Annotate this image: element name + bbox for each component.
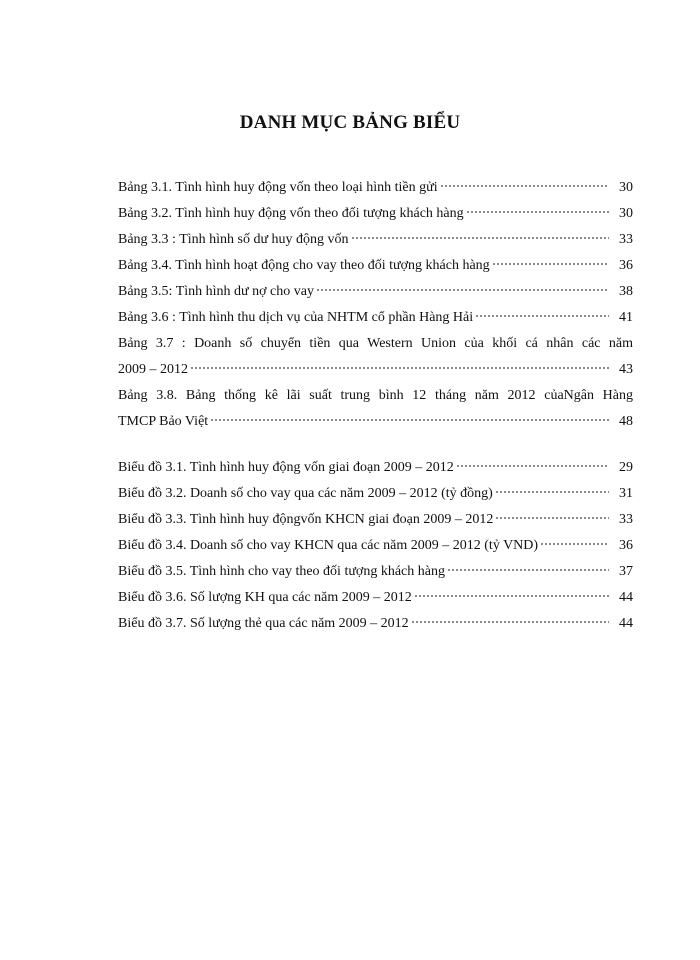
leader-dots: [351, 226, 609, 240]
leader-dots: [492, 252, 609, 266]
entry-text: Bảng 3.3 : Tình hình số dư huy động vốn: [118, 232, 349, 247]
entry-text: Bảng 3.1. Tình hình huy động vốn theo loại hình tiền gửi: [118, 180, 438, 195]
chart-entry-3-7: [118, 611, 633, 637]
page-title: DANH MỤC BẢNG BIỂU: [239, 112, 461, 133]
leader-dots: [495, 480, 609, 494]
page-number: 31: [619, 486, 633, 501]
chart-entry-3-3: [118, 507, 633, 533]
leader-dots: [495, 506, 609, 520]
leader-dots: [316, 278, 609, 292]
leader-dots: [411, 610, 609, 624]
table-entry-3-3: [118, 227, 633, 253]
entry-text: Biểu đồ 3.2. Doanh số cho vay qua các năm 2009 – 2012 (tỷ đồng): [118, 486, 493, 501]
page-number: 44: [619, 590, 633, 605]
leader-dots: [210, 408, 609, 422]
entry-text-line1: Bảng 3.7 : Doanh số chuyển tiền qua Western Union của khối cá nhân các năm: [118, 336, 633, 351]
page-number: 41: [619, 310, 633, 325]
entry-text: Biểu đồ 3.4. Doanh số cho vay KHCN qua các năm 2009 – 2012 (tỷ VND): [118, 538, 539, 553]
table-entry-3-5: [118, 279, 633, 305]
leader-dots: [475, 304, 609, 318]
page-number: 30: [619, 180, 633, 195]
page-number: 43: [619, 362, 633, 377]
entry-text: 2009 – 2012: [118, 362, 188, 377]
page-number: 48: [619, 414, 633, 429]
page-number: 29: [619, 460, 633, 475]
entry-text: Biểu đồ 3.7. Số lượng thẻ qua các năm 2009 – 2012: [118, 616, 409, 631]
entry-text: TMCP Bảo Việt: [118, 414, 209, 429]
leader-dots: [447, 558, 609, 572]
table-list: [118, 175, 633, 435]
page-number: 30: [619, 206, 633, 221]
leader-dots: [190, 356, 609, 370]
chart-entry-3-5: [118, 559, 633, 585]
chart-entry-3-6: [118, 585, 633, 611]
page-number: 33: [619, 232, 633, 247]
entry-text: Biểu đồ 3.6. Số lượng KH qua các năm 2009 – 2012: [118, 590, 412, 605]
leader-dots: [456, 454, 609, 468]
entry-text: Bảng 3.5: Tình hình dư nợ cho vay: [118, 284, 314, 299]
page-number: 38: [619, 284, 633, 299]
table-entry-3-1: [118, 175, 633, 201]
table-entry-3-6: [118, 305, 633, 331]
page-number: 36: [619, 258, 633, 273]
entry-text: Bảng 3.4. Tình hình hoạt động cho vay theo đối tượng khách hàng: [118, 258, 490, 273]
table-entry-3-8: [118, 383, 633, 435]
entry-text: Bảng 3.2. Tình hình huy động vốn theo đối tượng khách hàng: [118, 206, 464, 221]
chart-entry-3-2: [118, 481, 633, 507]
chart-entry-3-4: [118, 533, 633, 559]
entry-text: Biểu đồ 3.1. Tình hình huy động vốn giai đoạn 2009 – 2012: [118, 460, 454, 475]
page-number: 44: [619, 616, 633, 631]
page-number: 36: [619, 538, 633, 553]
table-entry-3-4: [118, 253, 633, 279]
entry-text: Biểu đồ 3.3. Tình hình huy độngvốn KHCN giai đoạn 2009 – 2012: [118, 512, 494, 527]
leader-dots: [466, 200, 609, 214]
leader-dots: [440, 174, 609, 188]
table-entry-3-7: [118, 331, 633, 383]
page-number: 37: [619, 564, 633, 579]
leader-dots: [414, 584, 609, 598]
chart-entry-3-1: [118, 455, 633, 481]
leader-dots: [540, 532, 609, 546]
entry-text: Biểu đồ 3.5. Tình hình cho vay theo đối tượng khách hàng: [118, 564, 445, 579]
chart-list: [118, 455, 633, 637]
entry-text: Bảng 3.6 : Tình hình thu dịch vụ của NHTM cổ phần Hàng Hải: [118, 310, 474, 325]
table-entry-3-2: [118, 201, 633, 227]
page-number: 33: [619, 512, 633, 527]
entry-text-line1: Bảng 3.8. Bảng thống kê lãi suất trung bình 12 tháng năm 2012 củaNgân Hàng: [118, 388, 633, 403]
